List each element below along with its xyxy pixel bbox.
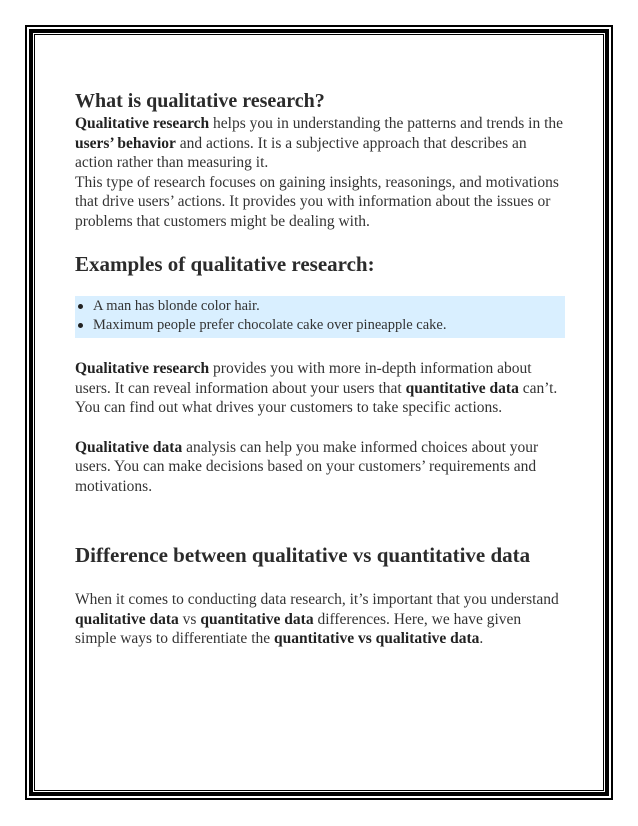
text-span: When it comes to conducting data research, it’s important that you understand [75, 591, 559, 608]
list-item [75, 316, 565, 335]
text-span: helps you in understanding the patterns and trends in the [209, 115, 564, 132]
bold-quantitative-data: quantitative data [200, 610, 314, 628]
bold-qualitative-research: Qualitative research [75, 360, 210, 377]
paragraph-research-focus: This type of research focuses on gaining insights, reasonings, and motivations that drive users’ actions. It provides you with information about the issues or problems that customers might be dealing with. [75, 173, 559, 230]
text-span: analysis can help you make informed choices about your users. You can make decisions based on your customers’ requirements and motivations. [75, 438, 539, 495]
bullet-icon [78, 323, 83, 328]
list-item-text: A man has blonde color hair. [93, 298, 260, 314]
paragraph-in-depth-info [75, 359, 565, 418]
text-span: vs [178, 610, 201, 628]
examples-list [75, 296, 565, 338]
paragraph-differences-intro [75, 590, 565, 649]
bullet-icon [78, 304, 83, 309]
list-item [75, 297, 565, 316]
heading-what-is-qualitative: What is qualitative research? [75, 90, 325, 112]
text-span: can’t. You can find out what drives your customers to take specific actions. [75, 379, 558, 416]
text-span: provides you with more in-depth information about users. It can reveal information about your users that [75, 360, 532, 397]
bold-qualitative-data: qualitative data [75, 610, 179, 628]
bold-qualitative-research: Qualitative research [75, 115, 210, 132]
paragraph-qualitative-definition [75, 114, 565, 173]
text-span: and actions. It is a subjective approach that describes an action rather than measuring it. [75, 134, 527, 171]
bold-users-behavior: users’ behavior [75, 134, 176, 152]
bold-qualitative-data: Qualitative data [75, 438, 183, 456]
heading-difference: Difference between qualitative vs quantitative data [75, 543, 531, 567]
heading-examples: Examples of qualitative research: [75, 252, 375, 276]
text-span: . [479, 630, 484, 647]
bold-quantitative-data: quantitative data [405, 379, 519, 397]
document-content [75, 88, 565, 649]
bold-quantitative-vs-qualitative: quantitative vs qualitative data [274, 630, 480, 647]
text-span: differences. Here, we have given simple ways to differentiate the [75, 610, 522, 647]
list-item-text: Maximum people prefer chocolate cake over pineapple cake. [93, 317, 447, 333]
paragraph-informed-choices [75, 438, 565, 497]
